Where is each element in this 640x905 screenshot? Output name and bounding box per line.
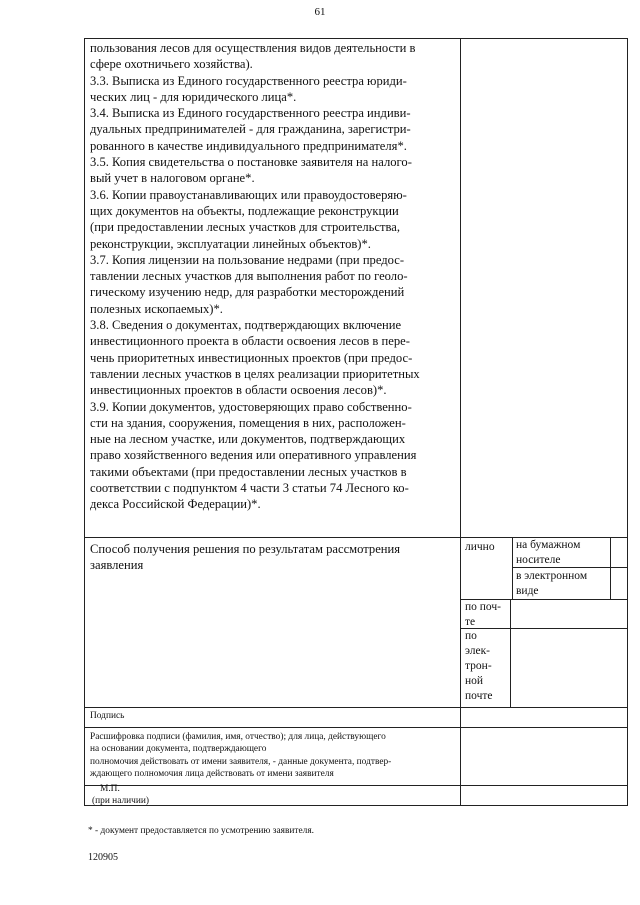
document-line: пользования лесов для осуществления видов деятельности в: [90, 41, 416, 55]
table-border-top: [84, 38, 628, 39]
document-line: 3.7. Копия лицензии на пользование недрами (при предос-: [90, 252, 405, 267]
option-by-email-line: элек-: [465, 645, 490, 657]
method-label: Способ получения решения по результатам рассмотрения заявления: [90, 542, 401, 572]
row-separator: [84, 727, 628, 728]
option-by-mail: [465, 600, 501, 630]
document-line: инвестиционного проекта в области освоения лесов в пере-: [90, 334, 410, 349]
option-by-email-line: почте: [465, 690, 493, 702]
document-line: ческих лиц - для юридического лица*.: [90, 89, 297, 104]
table-border-bottom: [84, 805, 628, 806]
option-by-email: [465, 629, 493, 704]
column-divider: [460, 38, 461, 805]
document-line: реконструкции, эксплуатации линейных объектов)*.: [90, 236, 371, 251]
document-line: тавлении лесных участков в целях реализации приоритетных: [90, 366, 420, 381]
method-grid-line: [510, 599, 511, 707]
document-line: 3.5. Копия свидетельства о постановке заявителя на налого-: [90, 155, 412, 170]
method-grid-line: [512, 537, 513, 599]
document-line: инвестиционных проектов в области освоения лесов)*.: [90, 383, 387, 398]
option-personally: лично: [465, 541, 495, 553]
document-code: 120905: [88, 852, 118, 863]
document-line: 3.4. Выписка из Единого государственного реестра индиви-: [90, 106, 411, 121]
signature-label: Подпись: [90, 711, 125, 721]
document-line: вый учет в налоговом органе*.: [90, 171, 255, 186]
signature-decoding-line: полномочия действовать от имени заявителя, - данные документа, подтвер-: [90, 756, 392, 767]
option-paper: на бумажном носителе: [516, 539, 581, 566]
document-line: 3.9. Копии документов, удостоверяющих право собственно-: [90, 399, 412, 414]
option-by-mail-line: те: [465, 616, 476, 628]
signature-decoding-line: на основании документа, подтверждающего: [90, 744, 267, 755]
document-line: (при предоставлении лесных участков для строительства,: [90, 220, 401, 235]
table-border-right: [627, 38, 628, 805]
document-line: декса Российской Федерации)*.: [90, 497, 261, 512]
document-line: дуальных предпринимателей - для гражданина, зарегистри-: [90, 122, 411, 137]
stamp-label: М.П.: [100, 784, 120, 794]
document-line: тавлении лесных участков для выполнения работ по геоло-: [90, 269, 408, 284]
document-line: гическому изучению недр, для разработки месторождений: [90, 285, 405, 300]
document-line: такими объектами (при предоставлении лесных участков в: [90, 464, 407, 479]
document-line: сфере охотничьего хозяйства).: [90, 57, 253, 72]
stamp-note: (при наличии): [92, 796, 150, 806]
signature-decoding-line: ждающего полномочия лица действовать от имени заявителя: [90, 769, 334, 780]
document-line: соответствии с подпунктом 4 части 3 статьи 74 Лесного ко-: [90, 481, 409, 496]
document-line: право хозяйственного ведения или оперативного управления: [90, 448, 417, 463]
document-line: чень приоритетных инвестиционных проектов (при предос-: [90, 350, 413, 365]
document-line: полезных ископаемых)*.: [90, 301, 223, 316]
signature-decoding-line: Расшифровка подписи (фамилия, имя, отчество); для лица, действующего: [90, 732, 386, 742]
signature-decoding: [90, 731, 391, 781]
document-line: 3.3. Выписка из Единого государственного реестра юриди-: [90, 73, 407, 88]
footnote: * - документ предоставляется по усмотрению заявителя.: [88, 826, 314, 836]
option-by-email-line: ной: [465, 675, 484, 687]
page-number: 61: [314, 6, 326, 18]
document-line: ные на лесном участке, или документов, подтверждающих: [90, 432, 406, 447]
method-grid-line: [610, 537, 611, 599]
document-line: сти на здания, сооружения, помещения в них, расположен-: [90, 415, 406, 430]
document-line: рованного в качестве индивидуального предпринимателя*.: [90, 138, 407, 153]
row-separator: [84, 785, 628, 786]
document-line: 3.8. Сведения о документах, подтверждающих включение: [90, 318, 402, 333]
document-line: 3.6. Копии правоустанавливающих или правоудостоверяю-: [90, 187, 407, 202]
table-border-left: [84, 38, 85, 805]
option-electronic: в электронном виде: [516, 570, 588, 597]
documents-list: [90, 40, 458, 513]
row-separator: [84, 707, 628, 708]
option-by-email-line: по: [465, 630, 477, 642]
option-by-email-line: трон-: [465, 660, 492, 672]
document-line: щих документов на объекты, подлежащие реконструкции: [90, 203, 399, 218]
option-by-mail-line: по поч-: [465, 601, 501, 613]
